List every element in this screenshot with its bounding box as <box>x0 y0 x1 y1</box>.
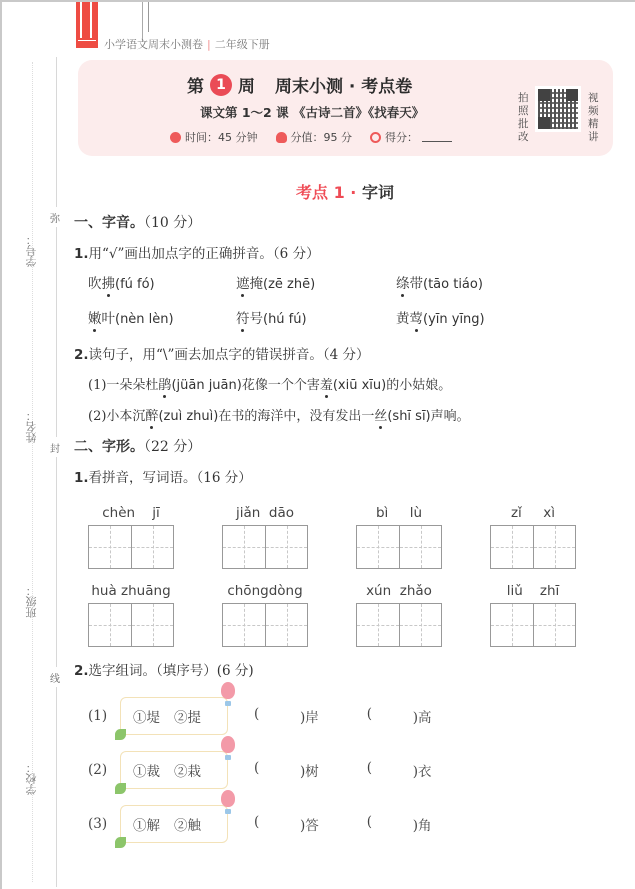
writing-cell[interactable] <box>533 604 575 646</box>
writing-cell[interactable] <box>89 604 131 646</box>
question-2-2: 2.选字组词。（填序号）(6 分) <box>74 663 254 679</box>
answer-blank[interactable]: ( )答 <box>254 814 319 834</box>
binding-line <box>56 457 57 667</box>
qr-left-label: 拍照批改 <box>518 92 529 143</box>
tianzige-word: zǐ xì <box>490 505 576 569</box>
week-number-badge: 1 <box>210 74 232 96</box>
seal-mark-feng: 封 <box>50 444 60 455</box>
seal-mark-mi: 弥 <box>50 214 60 225</box>
writing-cell[interactable] <box>89 526 131 568</box>
award-icon <box>276 132 287 143</box>
exam-title: 第 1 周 周末小测 · 考点卷 <box>187 72 412 97</box>
leaf-icon <box>115 783 126 794</box>
answer-blank[interactable]: ( )衣 <box>366 760 432 780</box>
part2-heading: 二、字形。（22 分） <box>74 439 202 455</box>
leaf-icon <box>115 837 126 848</box>
char-options: ①解 ②触 <box>120 805 228 843</box>
answer-blank[interactable]: ( )岸 <box>254 706 319 726</box>
bookmark-ribbon <box>76 2 98 48</box>
time-limit: 时间：45 分钟 <box>185 131 258 144</box>
alarm-clock-icon <box>170 132 181 143</box>
hot-air-balloon-icon <box>221 790 235 807</box>
choice-row: (2) ①裁 ②栽 ( )树 ( )衣 <box>88 750 432 790</box>
writing-cell[interactable] <box>131 604 173 646</box>
part1-heading: 一、字音。（10 分） <box>74 215 202 231</box>
writing-cell[interactable] <box>265 526 307 568</box>
pinyin-item: 嫩叶(nèn lèn) <box>88 311 174 327</box>
answer-blank[interactable]: ( )角 <box>366 814 432 834</box>
sentence-1: (1)一朵朵杜鹃(jüān juān)花像一个个害羞(xiū xīu)的小姑娘。 <box>88 378 452 393</box>
pinyin-item: 黄莺(yīn yīng) <box>396 311 485 327</box>
field-line <box>32 62 33 882</box>
series-title: 小学语文周末小测卷 <box>104 38 203 51</box>
tianzige-word: bì lù <box>356 505 442 569</box>
binding-line <box>56 57 57 207</box>
section-title: 考点 1 · 字词 <box>296 183 394 202</box>
student-id-field[interactable]: 学号： <box>25 234 38 267</box>
writing-cell[interactable] <box>491 604 533 646</box>
exam-meta <box>170 129 452 145</box>
tianzige-word: huà zhuāng <box>88 583 174 647</box>
exam-page <box>2 2 635 889</box>
score-blank[interactable] <box>422 132 452 142</box>
leaf-icon <box>115 729 126 740</box>
question-2-1: 1.看拼音，写词语。（16 分） <box>74 470 252 486</box>
pinyin-item: 遮掩(zē zhē) <box>236 276 316 292</box>
writing-cell[interactable] <box>491 526 533 568</box>
pinyin-item: 符号(hú fú) <box>236 311 307 327</box>
writing-cell[interactable] <box>357 526 399 568</box>
writing-cell[interactable] <box>223 604 265 646</box>
tianzige-word: chèn jī <box>88 505 174 569</box>
total-points: 分值：95 分 <box>290 131 352 144</box>
tianzige-word: xún zhǎo <box>356 583 442 647</box>
writing-cell[interactable] <box>399 604 441 646</box>
grade-label: 二年级下册 <box>214 38 270 51</box>
writing-cell[interactable] <box>131 526 173 568</box>
class-field[interactable]: 班级： <box>25 585 38 618</box>
score-label: 得分： <box>385 131 418 144</box>
writing-cell[interactable] <box>533 526 575 568</box>
writing-cell[interactable] <box>399 526 441 568</box>
char-options: ①堤 ②提 <box>120 697 228 735</box>
writing-cell[interactable] <box>357 604 399 646</box>
hot-air-balloon-icon <box>221 736 235 753</box>
exam-main-title: 周末小测 · 考点卷 <box>275 77 413 97</box>
seal-mark-xian: 线 <box>50 674 60 685</box>
choice-row: (3) ①解 ②触 ( )答 ( )角 <box>88 804 432 844</box>
qr-right-label: 视频精讲 <box>588 92 599 143</box>
choice-row: (1) ①堤 ②提 ( )岸 ( )高 <box>88 696 432 736</box>
name-field[interactable]: 姓名： <box>25 410 38 443</box>
tianzige-word: chōngdòng <box>222 583 308 647</box>
char-options: ①裁 ②栽 <box>120 751 228 789</box>
pinyin-item: 吹拂(fú fó) <box>88 276 155 292</box>
writing-cell[interactable] <box>265 604 307 646</box>
binding-line <box>56 227 57 437</box>
answer-blank[interactable]: ( )高 <box>366 706 432 726</box>
divider <box>148 2 149 32</box>
question-1-2: 2.读句子，用“\”画去加点字的错误拼音。（4 分） <box>74 347 370 363</box>
qr-code[interactable] <box>535 86 581 132</box>
question-1-1: 1.用“√”画出加点字的正确拼音。（6 分） <box>74 246 320 262</box>
school-field[interactable]: 学校： <box>25 762 38 795</box>
answer-blank[interactable]: ( )树 <box>254 760 319 780</box>
sentence-2: (2)小本沉醉(zuì zhuì)在书的海洋中，没有发出一丝(shī sī)声响。 <box>88 409 470 424</box>
pinyin-item: 绦带(tāo tiáo) <box>396 276 483 292</box>
tianzige-word: liǔ zhī <box>490 583 576 647</box>
hot-air-balloon-icon <box>221 682 235 699</box>
lesson-subtitle: 课文第 1～2 课 《古诗二首》《找春天》 <box>200 105 425 120</box>
tianzige-word: jiǎn dāo <box>222 505 308 569</box>
series-header: 小学语文周末小测卷 | 二年级下册 <box>104 38 270 51</box>
binding-line <box>56 687 57 887</box>
target-icon <box>370 132 381 143</box>
writing-cell[interactable] <box>223 526 265 568</box>
